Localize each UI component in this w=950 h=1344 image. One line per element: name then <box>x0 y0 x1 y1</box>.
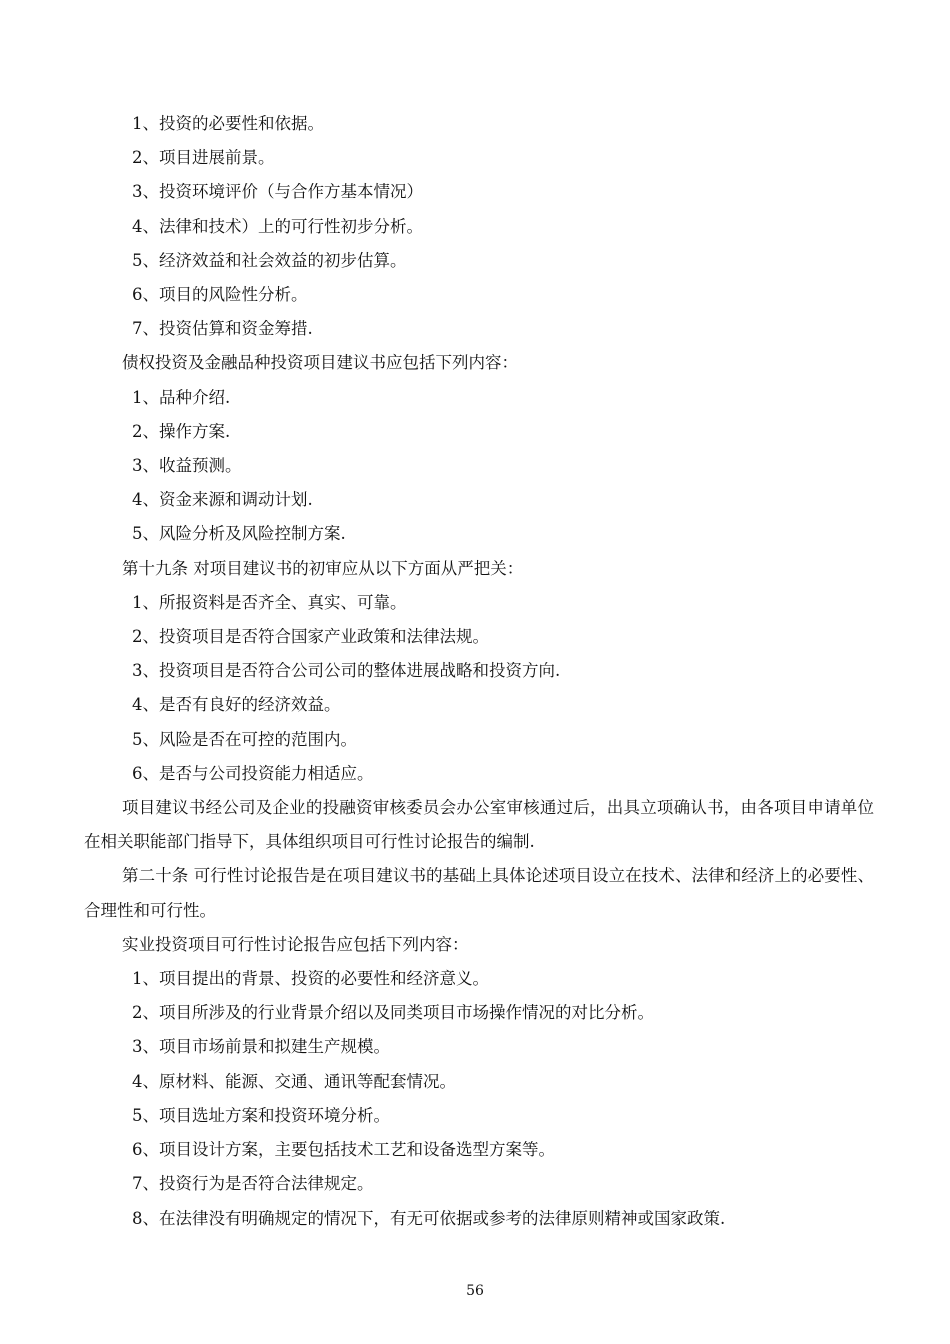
article-19-closing-paragraph: 项目建议书经公司及企业的投融资审核委员会办公室审核通过后，出具立项确认书，由各项目申请单位在相关职能部门指导下，具体组织项目可行性讨论报告的编制. <box>84 798 874 852</box>
list-item: 8、在法律没有明确规定的情况下，有无可依据或参考的法律原则精神或国家政策. <box>132 1208 726 1228</box>
list-item: 3、投资项目是否符合公司公司的整体进展战略和投资方向. <box>132 661 561 681</box>
list-item: 1、项目提出的背景、投资的必要性和经济意义。 <box>132 969 489 989</box>
list-item: 4、法律和技术）上的可行性初步分析。 <box>132 216 423 236</box>
list-item: 5、经济效益和社会效益的初步估算。 <box>132 250 407 270</box>
list-item: 2、项目所涉及的行业背景介绍以及同类项目市场操作情况的对比分析。 <box>132 1003 654 1023</box>
list-item: 6、项目的风险性分析。 <box>132 285 308 305</box>
list-item: 5、风险分析及风险控制方案. <box>132 524 346 544</box>
list-item: 6、项目设计方案，主要包括技术工艺和设备选型方案等。 <box>132 1140 555 1160</box>
page-number: 56 <box>466 1283 484 1299</box>
list-item: 3、项目市场前景和拟建生产规模。 <box>132 1037 390 1057</box>
section-heading-feasibility-report: 实业投资项目可行性讨论报告应包括下列内容： <box>122 934 469 954</box>
section-heading-debt-investment: 债权投资及金融品种投资项目建议书应包括下列内容： <box>122 353 518 373</box>
list-item: 4、原材料、能源、交通、通讯等配套情况。 <box>132 1071 456 1091</box>
list-item: 1、品种介绍. <box>132 387 231 407</box>
list-item: 1、投资的必要性和依据。 <box>132 114 324 133</box>
article-19-heading: 第十九条 对项目建议书的初审应从以下方面从严把关： <box>122 558 524 578</box>
document-body <box>84 107 874 1236</box>
list-item: 7、投资估算和资金筹措. <box>132 319 313 339</box>
list-item: 6、是否与公司投资能力相适应。 <box>132 763 374 783</box>
article-20-heading: 第二十条 可行性讨论报告是在项目建议书的基础上具体论述项目设立在技术、法律和经济上的必要性、合理性和可行性。 <box>84 866 874 920</box>
list-item: 4、是否有良好的经济效益。 <box>132 695 341 715</box>
list-item: 7、投资行为是否符合法律规定。 <box>132 1174 374 1194</box>
list-item: 1、所报资料是否齐全、真实、可靠。 <box>132 592 407 612</box>
list-item: 2、项目进展前景。 <box>132 148 275 168</box>
list-item: 4、资金来源和调动计划. <box>132 490 313 510</box>
list-item: 5、项目选址方案和投资环境分析。 <box>132 1105 390 1125</box>
list-item: 5、风险是否在可控的范围内。 <box>132 729 357 749</box>
list-item: 3、投资环境评价（与合作方基本情况） <box>132 182 423 202</box>
list-item: 2、投资项目是否符合国家产业政策和法律法规。 <box>132 627 489 647</box>
list-item: 2、操作方案. <box>132 421 231 441</box>
list-item: 3、收益预测。 <box>132 456 242 476</box>
